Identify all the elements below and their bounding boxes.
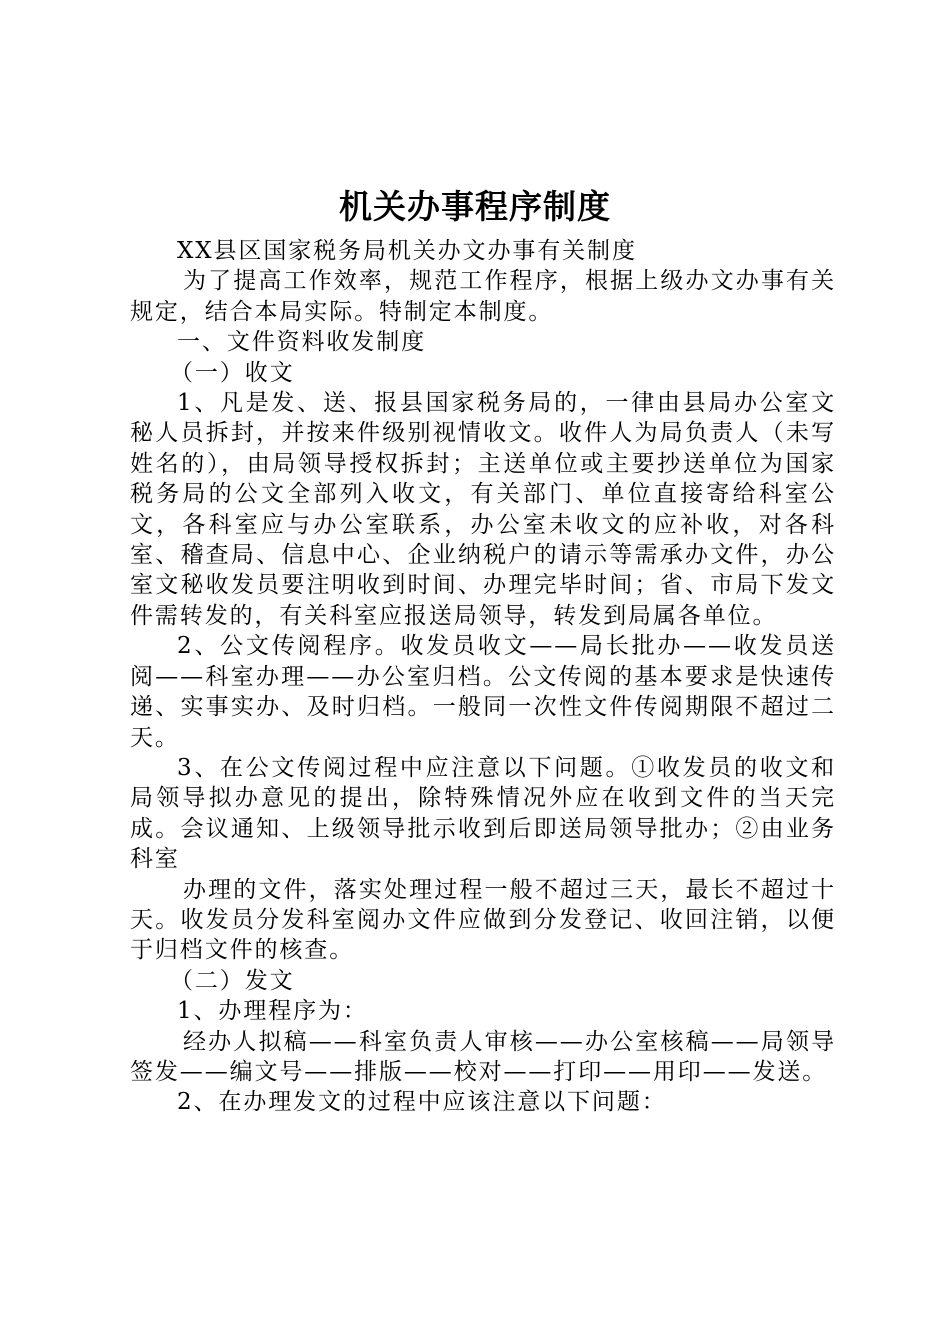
paragraph-item: 1、办理程序为： (177, 998, 368, 1025)
paragraph-item: 办理的文件，落实处理过程一般不超过三天，最长不超过十天。收发员分发科室阅办文件应做到分发登记、收回注销，以便于归档文件的核查。 (130, 876, 836, 964)
document-body (130, 236, 836, 1118)
paragraph-item: 3、在公文传阅过程中应注意以下问题。①收发员的收文和局领导拟办意见的提出，除特殊情况外应在收到文件的当天完成。会议通知、上级领导批示收到后即送局领导批办；②由业务科室 (130, 754, 836, 873)
section-heading: 一、文件资料收发制度 (177, 329, 426, 356)
document-title: 机关办事程序制度 (339, 187, 611, 226)
paragraph-item: 经办人拟稿——科室负责人审核——办公室核稿——局领导签发——编文号——排版——校对——打印——用印——发送。 (130, 1028, 836, 1085)
subsection-heading: （一）收文 (170, 359, 295, 386)
subsection-heading: （二）发文 (170, 967, 295, 994)
paragraph-item: 2、公文传阅程序。收发员收文——局长批办——收发员送阅——科室办理——办公室归档。公文传阅的基本要求是快速传递、实事实办、及时归档。一般同一次性文件传阅期限不超过二天。 (130, 633, 836, 751)
paragraph-item: 1、凡是发、送、报县国家税务局的，一律由县局办公室文秘人员拆封，并按来件级别视情收文。收件人为局负责人（未写姓名的），由局领导授权拆封；主送单位或主要抄送单位为国家税务局的公文全部列入收文，有关部门、单位直接寄给科室公文，各科室应与办公室联系，办公室未收文的应补收，对各科室、稽查局、信息中心、企业纳税户的请示等需承办文件，办公室文秘收发员要注明收到时间、办理完毕时间；省、市局下发文件需转发的，有关科室应报送局领导，转发到局属各单位。 (130, 390, 836, 629)
paragraph-intro: 为了提高工作效率，规范工作程序，根据上级办文办事有关规定，结合本局实际。特制定本制度。 (130, 268, 836, 325)
paragraph-subtitle: XX县区国家税务局机关办文办事有关制度 (177, 238, 637, 264)
paragraph-item: 2、在办理发文的过程中应该注意以下问题： (177, 1089, 667, 1116)
